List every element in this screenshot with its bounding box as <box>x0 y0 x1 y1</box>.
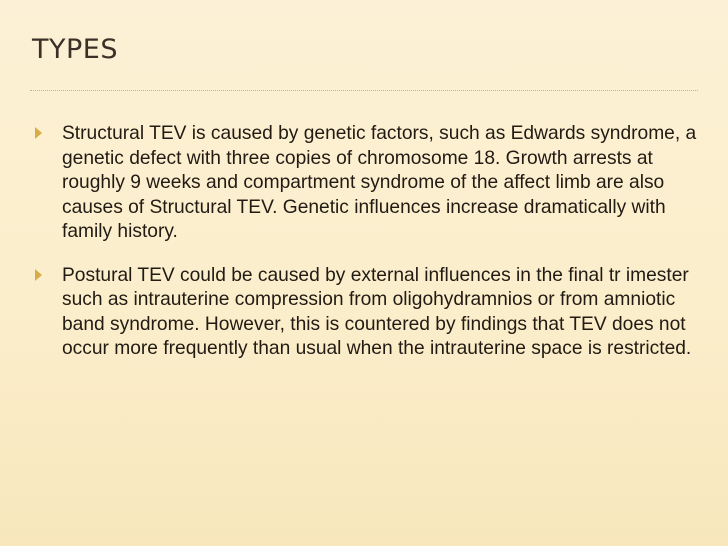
bullet-text: Postural TEV could be caused by external influences in the final tr imester such as intrauterine compression from oligohydramnios or from amniotic band syndrome. However, this is countered by findings that TEV does not occur more frequently than usual when the intrauterine space is restricted. <box>62 264 692 359</box>
title-divider <box>30 90 698 91</box>
slide-title: TYPES <box>32 34 118 65</box>
arrow-bullet-icon <box>34 126 44 140</box>
arrow-bullet-icon <box>34 268 44 282</box>
bullet-text: Structural TEV is caused by genetic factors, such as Edwards syndrome, a genetic defect with three copies of chromosome 18. Growth arrests at roughly 9 weeks and compartment syndrome of the affect limb are also causes of Structural TEV. Genetic influences increase dramatically with family history. <box>62 123 697 242</box>
bullet-item <box>34 264 714 362</box>
bullet-item <box>34 122 714 245</box>
title-bar <box>0 0 728 92</box>
slide-content <box>34 122 714 381</box>
